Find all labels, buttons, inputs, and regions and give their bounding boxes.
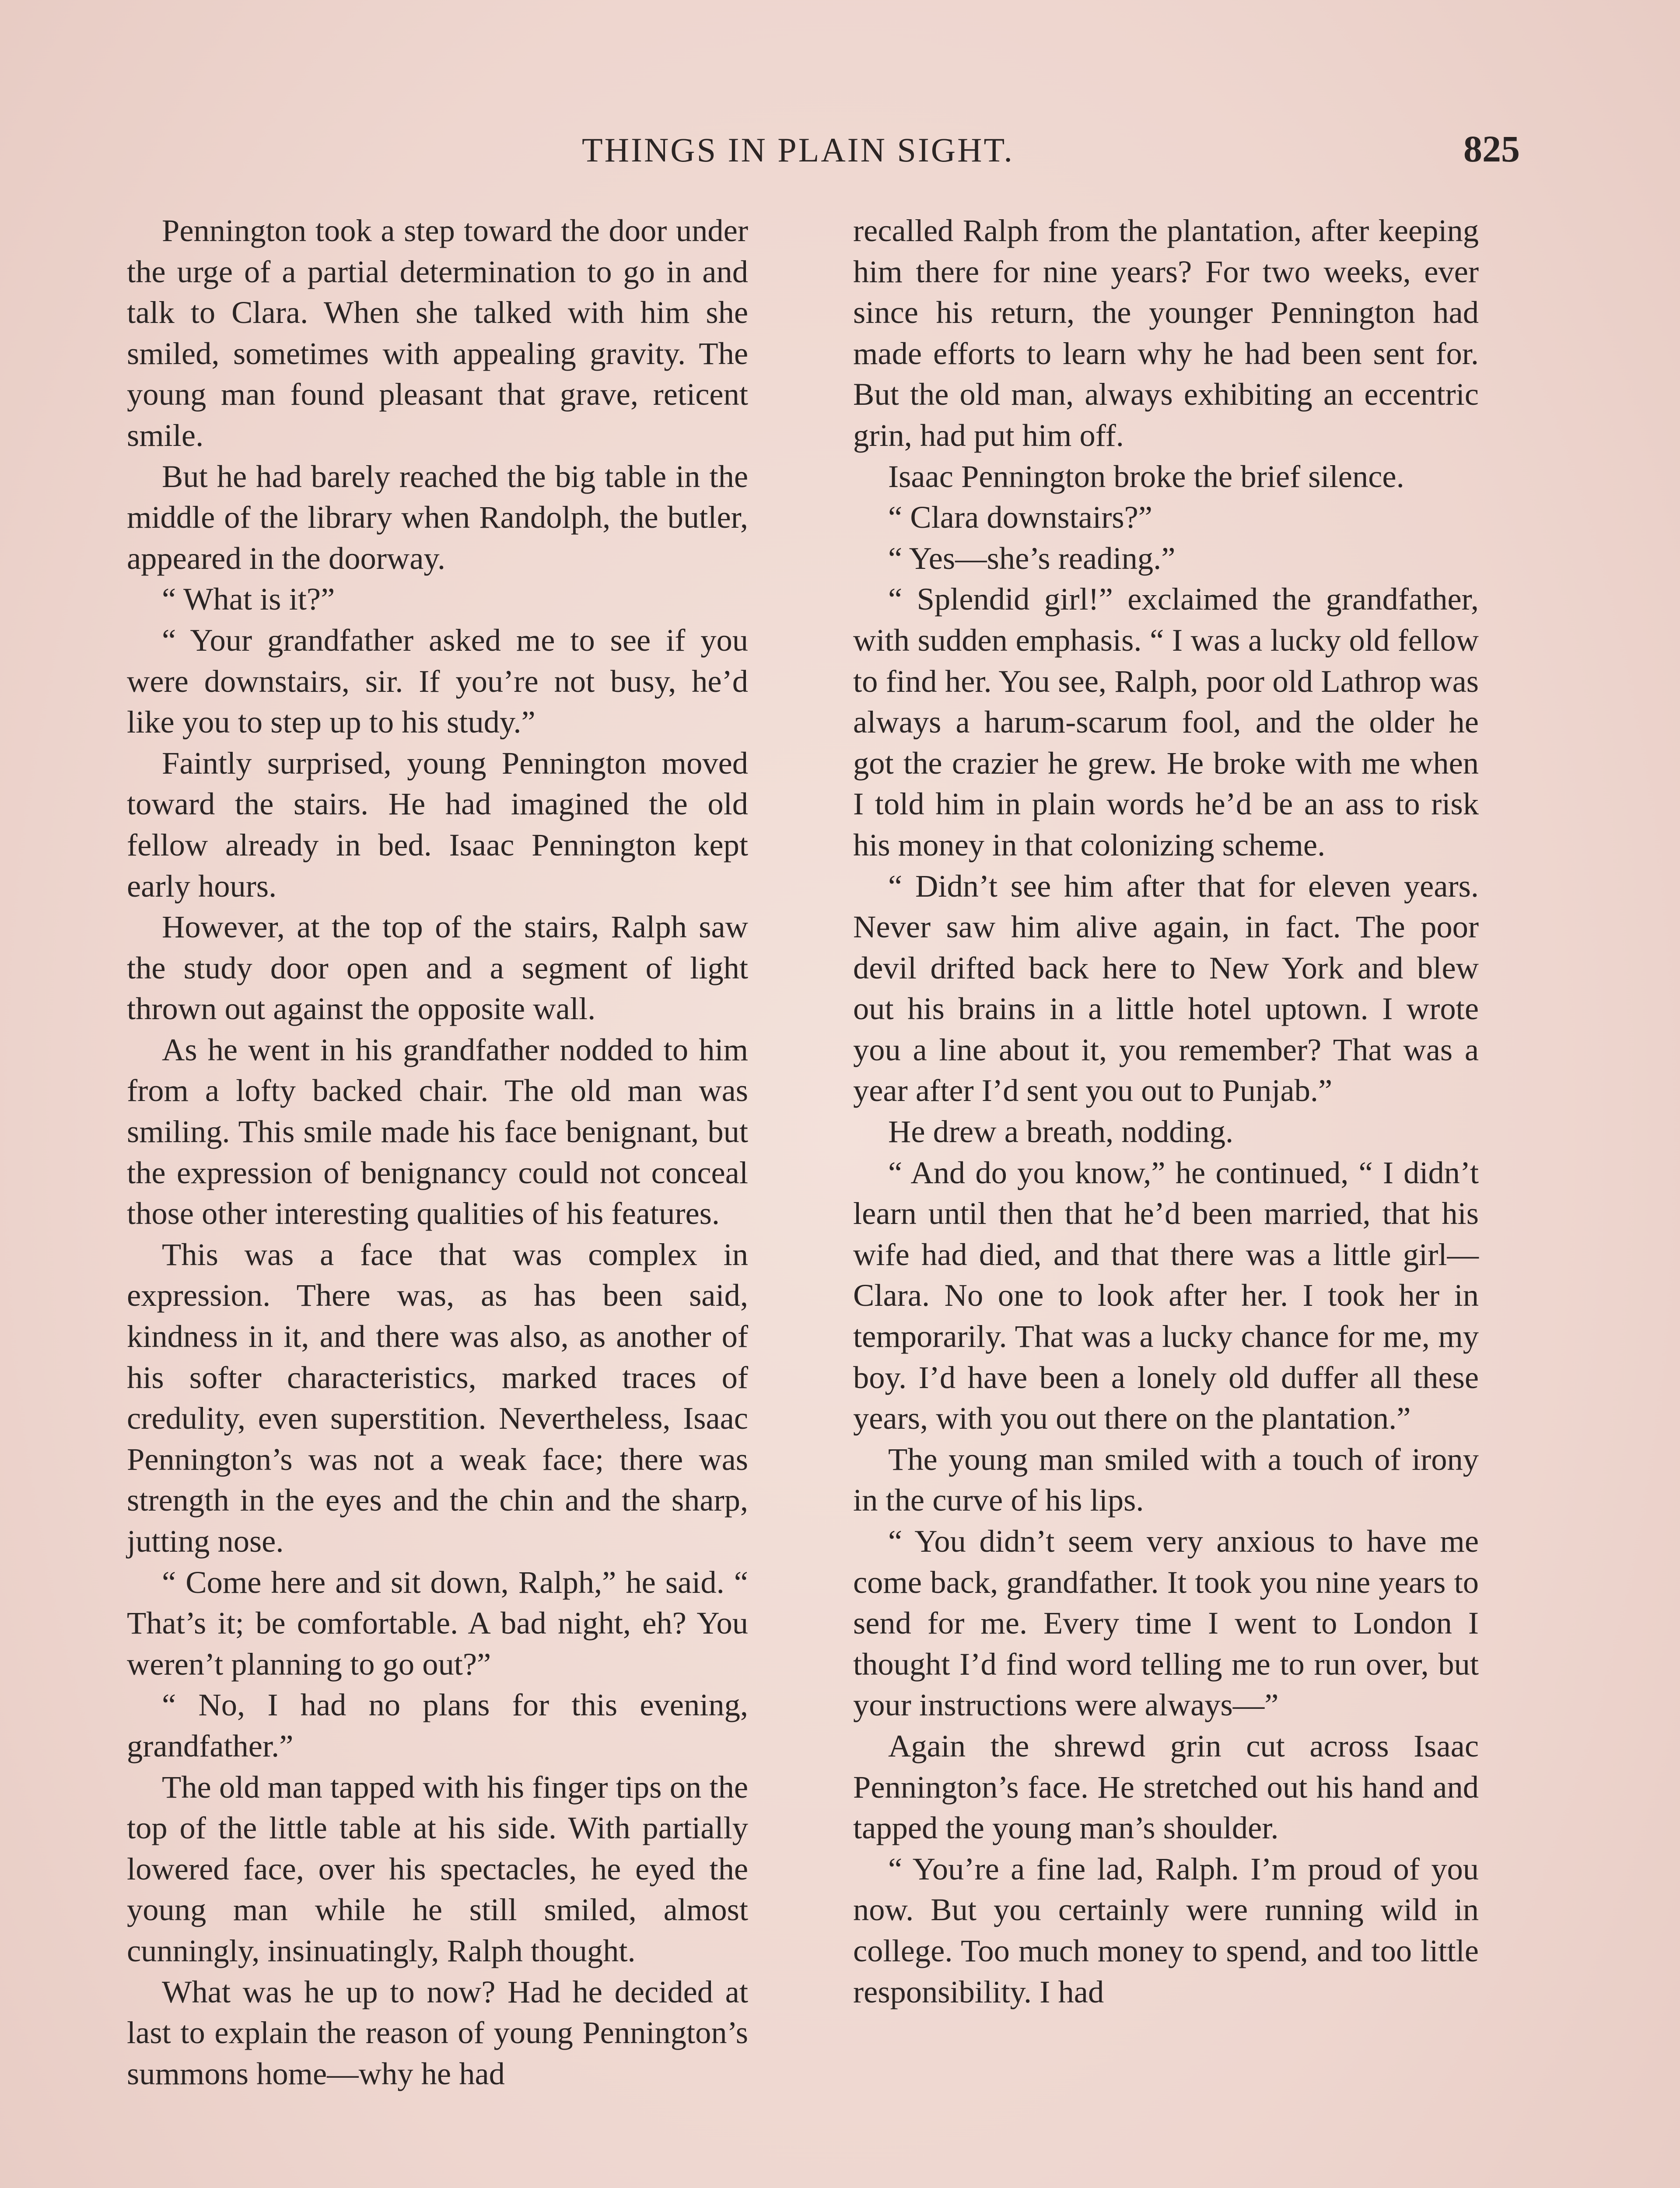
right-column [853, 210, 1479, 2012]
paragraph: “ Yes—she’s reading.” [888, 540, 1176, 576]
page-header [0, 127, 1680, 179]
paragraph: “ Your grandfather asked me to see if you were downstairs, sir. If you’re not busy, he’d like you to step up to his study.” [127, 622, 748, 740]
paragraph: “ Clara downstairs?” [888, 499, 1152, 535]
paragraph: Faintly surprised, young Pennington moved toward the stairs. He had imagined the old fellow already in bed. Isaac Pennington kept early hours. [127, 745, 748, 904]
paragraph: The young man smiled with a touch of irony in the curve of his lips. [853, 1441, 1479, 1518]
paragraph: “ Splendid girl!” exclaimed the grandfather, with sudden emphasis. “ I was a lucky old fellow to find her. You see, Ralph, poor old Lathrop was always a harum-scarum fool, and the older he got the crazier he grew. He broke with me when I told him in plain words he’d be an ass to risk his money in that colonizing scheme. [853, 581, 1479, 863]
paragraph: Again the shrewd grin cut across Isaac Pennington’s face. He stretched out his hand and tapped the young man’s shoulder. [853, 1728, 1479, 1846]
paragraph: “ You’re a fine lad, Ralph. I’m proud of you now. But you certainly were running wild in college. Too much money to spend, and too little responsibility. I had [853, 1851, 1479, 2009]
paragraph: “ And do you know,” he continued, “ I didn’t learn until then that he’d been married, that his wife had died, and that there was a little girl—Clara. No one to look after her. I took her in temporarily. That was a lucky chance for me, my boy. I’d have been a lonely old duffer all these years, with you out there on the plantation.” [853, 1154, 1479, 1436]
paragraph: “ You didn’t seem very anxious to have me come back, grandfather. It took you nine years to send for me. Every time I went to London I thought I’d find word telling me to run over, but your instructions were always—” [853, 1523, 1479, 1723]
running-title: THINGS IN PLAIN SIGHT. [582, 131, 1014, 169]
paragraph: “ Come here and sit down, Ralph,” he said. “ That’s it; be comfortable. A bad night, eh? You weren’t planning to go out?” [127, 1564, 748, 1682]
paragraph: What was he up to now? Had he decided at last to explain the reason of young Pennington’s summons home—why he had [127, 1974, 748, 2091]
paragraph: This was a face that was complex in expression. There was, as has been said, kindness in it, and there was also, as another of his softer characteristics, marked traces of credulity, even superstition. Nevertheless, Isaac Pennington’s was not a weak face; there was strength in the eyes and the chin and the sharp, jutting nose. [127, 1236, 748, 1559]
paragraph: “ No, I had no plans for this evening, grandfather.” [127, 1687, 748, 1764]
paragraph: Isaac Pennington broke the brief silence. [888, 458, 1404, 494]
paragraph: He drew a breath, nodding. [888, 1114, 1234, 1150]
paragraph: Pennington took a step toward the door under the urge of a partial determination to go in and talk to Clara. When she talked with him she smiled, sometimes with appealing gravity. The young man found pleasant that grave, reticent smile. [127, 213, 748, 453]
page-number: 825 [1463, 128, 1520, 170]
paragraph: As he went in his grandfather nodded to him from a lofty backed chair. The old man was smiling. This smile made his face benignant, but the expression of benignancy could not conceal those other interesting qualities of his features. [127, 1031, 748, 1231]
paragraph: However, at the top of the stairs, Ralph saw the study door open and a segment of light thrown out against the opposite wall. [127, 909, 748, 1027]
paragraph: “ Didn’t see him after that for eleven years. Never saw him alive again, in fact. The poor devil drifted back here to New York and blew out his brains in a little hotel uptown. I wrote you a line about it, you remember? That was a year after I’d sent you out to Punjab.” [853, 868, 1479, 1108]
left-column [127, 210, 748, 2094]
paragraph: But he had barely reached the big table in the middle of the library when Randolph, the butler, appeared in the doorway. [127, 458, 748, 576]
paragraph-continued: recalled Ralph from the plantation, after keeping him there for nine years? For two weeks, ever since his return, the younger Pennington had made efforts to learn why he had been sent for. But the old man, always exhibiting an eccentric grin, had put him off. [853, 213, 1479, 453]
paragraph: The old man tapped with his finger tips on the top of the little table at his side. With partially lowered face, over his spectacles, he eyed the young man while he still smiled, almost cunningly, insinuatingly, Ralph thought. [127, 1769, 748, 1968]
paragraph: “ What is it?” [162, 581, 335, 617]
